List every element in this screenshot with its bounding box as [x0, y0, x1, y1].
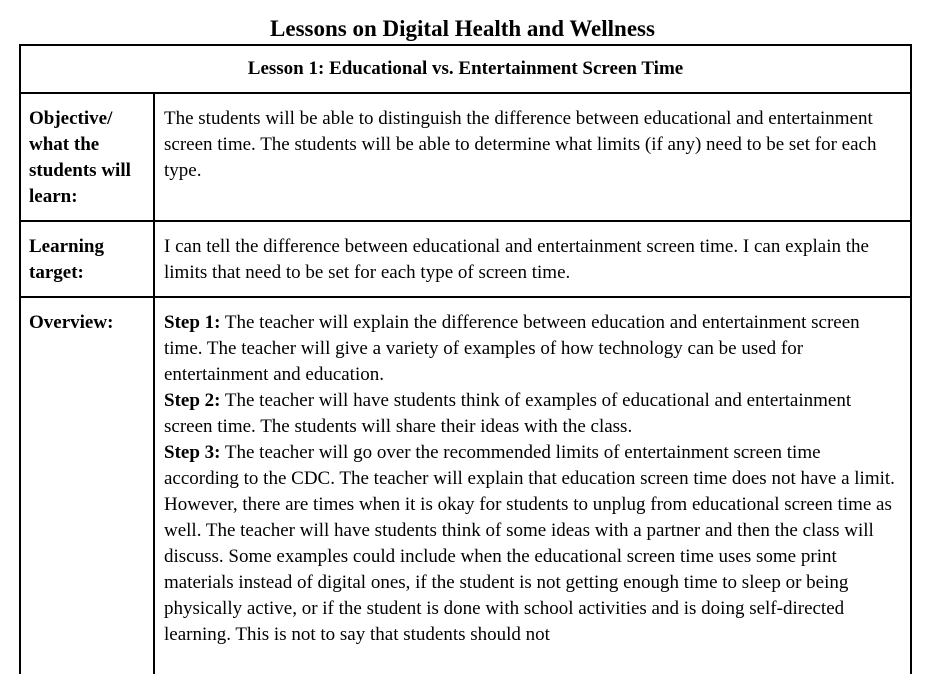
learning-target-text: I can tell the difference between educational and entertainment screen time. I can explain the limits that need to be set for each type of screen time.	[154, 221, 911, 297]
overview-step	[164, 440, 900, 648]
lesson-table	[19, 44, 912, 674]
document-title: Lessons on Digital Health and Wellness	[270, 16, 655, 41]
overview-step	[164, 310, 900, 388]
step-label: Step 2:	[164, 390, 221, 411]
objective-text: The students will be able to distinguish the difference between educational and entertainment screen time. The students will be able to determine what limits (if any) need to be set for each type.	[154, 93, 911, 221]
lesson-heading: Lesson 1: Educational vs. Entertainment Screen Time	[20, 45, 911, 93]
learning-target-label: Learning target:	[20, 221, 154, 297]
step-text: The teacher will have students think of examples of educational and entertainment screen time. The students will share their ideas with the class.	[164, 390, 852, 437]
overview-step	[164, 388, 900, 440]
overview-body	[154, 297, 911, 674]
overview-row	[20, 297, 911, 674]
step-label: Step 1:	[164, 312, 221, 333]
step-label: Step 3:	[164, 442, 221, 463]
step-text: The teacher will go over the recommended limits of entertainment screen time according to the CDC. The teacher will explain that education screen time does not have a limit. However, there are times when it is okay for students to unplug from educational screen time as well. The teacher will have students think of some ideas with a partner and then the class will discuss. Some examples could include when the educational screen time uses some print materials instead of digital ones, if the student is not getting enough time to sleep or being physically active, or if the student is done with school activities and is doing self-directed learning. This is not to say that students should not	[164, 442, 895, 645]
objective-label: Objective/ what the students will learn:	[20, 93, 154, 221]
objective-row	[20, 93, 911, 221]
overview-label: Overview:	[20, 297, 154, 674]
step-text: The teacher will explain the difference between education and entertainment screen time. The teacher will give a variety of examples of how technology can be used for entertainment and education.	[164, 312, 860, 385]
learning-target-row	[20, 221, 911, 297]
lesson-heading-row	[20, 45, 911, 93]
